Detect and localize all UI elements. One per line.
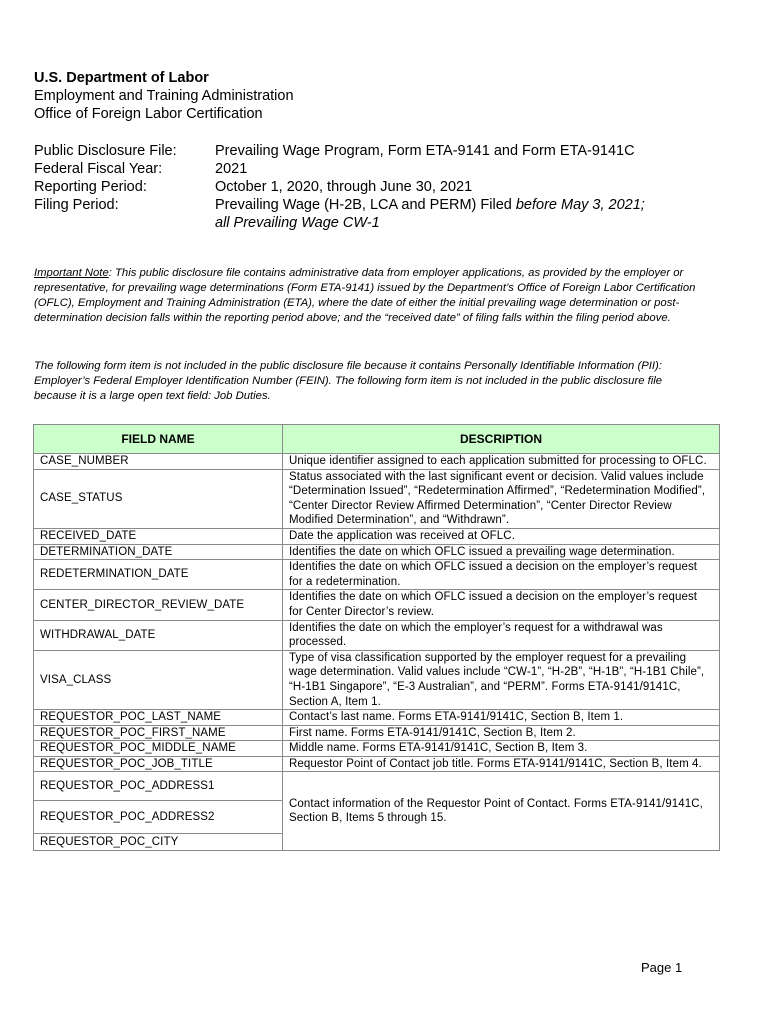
description-cell: Requestor Point of Contact job title. Forms ETA-9141/9141C, Section B, Item 4. xyxy=(283,756,720,772)
description-cell: Identifies the date on which OFLC issued a prevailing wage determination. xyxy=(283,544,720,560)
field-name-cell: REQUESTOR_POC_LAST_NAME xyxy=(34,710,283,726)
field-name-cell: RECEIVED_DATE xyxy=(34,528,283,544)
file-metadata xyxy=(34,142,715,232)
field-name-cell: REQUESTOR_POC_ADDRESS1 xyxy=(34,772,283,801)
important-note-lead: Important Note xyxy=(34,267,109,279)
description-cell: Unique identifier assigned to each application submitted for processing to OFLC. xyxy=(283,454,720,470)
column-header-description: DESCRIPTION xyxy=(283,425,720,454)
field-name-cell: REQUESTOR_POC_JOB_TITLE xyxy=(34,756,283,772)
meta-label: Filing Period: xyxy=(34,197,119,213)
field-name-cell: VISA_CLASS xyxy=(34,650,283,709)
pii-note: The following form item is not included in the public disclosure file because it contains Personally Identifiable Information (PII): Employer’s Federal Employer Identification Number (FEIN). The following form item is not included in the public disclosure file because it is a large open text field: Job Duties. xyxy=(34,360,663,402)
description-cell: Type of visa classification supported by the employer request for a prevailing wage determination. Valid values include “CW-1”, “H-2B”, “H-1B”, “H-1B1 Chile”, “H-1B1 Singapore”, “E-3 Australian”, and “PERM”. Forms ETA-9141/9141C, Section A, Item 1. xyxy=(283,650,720,709)
field-name-cell: DETERMINATION_DATE xyxy=(34,544,283,560)
filing-period-deadline: before May 3, 2021; xyxy=(515,197,645,213)
description-cell: Identifies the date on which the employer’s request for a withdrawal was processed. xyxy=(283,620,720,650)
field-name-cell: WITHDRAWAL_DATE xyxy=(34,620,283,650)
table-row xyxy=(34,772,720,801)
table-row xyxy=(34,710,720,726)
table-row xyxy=(34,590,720,620)
department-name: U.S. Department of Labor xyxy=(34,70,209,86)
table-row xyxy=(34,454,720,470)
document-header xyxy=(34,69,294,123)
description-cell: Identifies the date on which OFLC issued a decision on the employer’s request for a redetermination. xyxy=(283,560,720,590)
field-name-cell: CASE_NUMBER xyxy=(34,454,283,470)
column-header-field-name: FIELD NAME xyxy=(34,425,283,454)
description-cell-merged: Contact information of the Requestor Point of Contact. Forms ETA-9141/9141C, Section B, Items 5 through 15. xyxy=(283,772,720,851)
table-row xyxy=(34,725,720,741)
table-row xyxy=(34,620,720,650)
table-row xyxy=(34,560,720,590)
table-row xyxy=(34,469,720,528)
filing-period-text: Prevailing Wage (H-2B, LCA and PERM) Filed xyxy=(215,197,516,213)
field-name-cell: REDETERMINATION_DATE xyxy=(34,560,283,590)
office-name: Office of Foreign Labor Certification xyxy=(34,106,263,122)
description-cell: Identifies the date on which OFLC issued a decision on the employer’s request for Center Director’s review. xyxy=(283,590,720,620)
table-row xyxy=(34,544,720,560)
meta-value xyxy=(215,196,715,232)
table-row xyxy=(34,528,720,544)
description-cell: Date the application was received at OFLC. xyxy=(283,528,720,544)
meta-label: Reporting Period: xyxy=(34,179,147,195)
field-name-cell: REQUESTOR_POC_FIRST_NAME xyxy=(34,725,283,741)
description-cell: Middle name. Forms ETA-9141/9141C, Section B, Item 3. xyxy=(283,741,720,757)
table-row xyxy=(34,756,720,772)
field-name-cell: CASE_STATUS xyxy=(34,469,283,528)
important-note xyxy=(34,266,706,326)
meta-row-filing-period xyxy=(34,196,715,232)
meta-row xyxy=(34,178,715,196)
meta-value: October 1, 2020, through June 30, 2021 xyxy=(215,179,473,195)
meta-label: Federal Fiscal Year: xyxy=(34,161,163,177)
field-name-cell: REQUESTOR_POC_CITY xyxy=(34,834,283,851)
field-definitions-table xyxy=(33,424,720,851)
description-cell: First name. Forms ETA-9141/9141C, Section B, Item 2. xyxy=(283,725,720,741)
meta-row xyxy=(34,160,715,178)
meta-value: 2021 xyxy=(215,161,248,177)
description-cell: Contact’s last name. Forms ETA-9141/9141C, Section B, Item 1. xyxy=(283,710,720,726)
field-name-cell: CENTER_DIRECTOR_REVIEW_DATE xyxy=(34,590,283,620)
meta-row xyxy=(34,142,715,160)
meta-label: Public Disclosure File: xyxy=(34,143,177,159)
page-number: Page 1 xyxy=(641,960,683,975)
table-row xyxy=(34,741,720,757)
table-row xyxy=(34,650,720,709)
description-cell: Status associated with the last significant event or decision. Valid values include “Determination Issued”, “Redetermination Affirmed”, “Redetermination Modified”, “Center Director Review Affirmed Determination”, “Center Director Review Modified Determination”, and “Withdrawn”. xyxy=(283,469,720,528)
field-name-cell: REQUESTOR_POC_MIDDLE_NAME xyxy=(34,741,283,757)
field-name-cell: REQUESTOR_POC_ADDRESS2 xyxy=(34,801,283,834)
meta-value: Prevailing Wage Program, Form ETA-9141 and Form ETA-9141C xyxy=(215,143,635,159)
table-header-row xyxy=(34,425,720,454)
filing-period-cw1: all Prevailing Wage CW-1 xyxy=(215,215,380,231)
important-note-text: : This public disclosure file contains administrative data from employer applications, as provided by the employer or representative, for prevailing wage determinations (Form ETA-9141) issued by the Department’s Office of Foreign Labor Certification (OFLC), Employment and Training Administration (ETA), where the date of either the initial prevailing wage determination or post-determination decision falls within the reporting period above; and the “received date” of filing falls within the filing period above. xyxy=(34,267,696,324)
administration-name: Employment and Training Administration xyxy=(34,88,294,104)
